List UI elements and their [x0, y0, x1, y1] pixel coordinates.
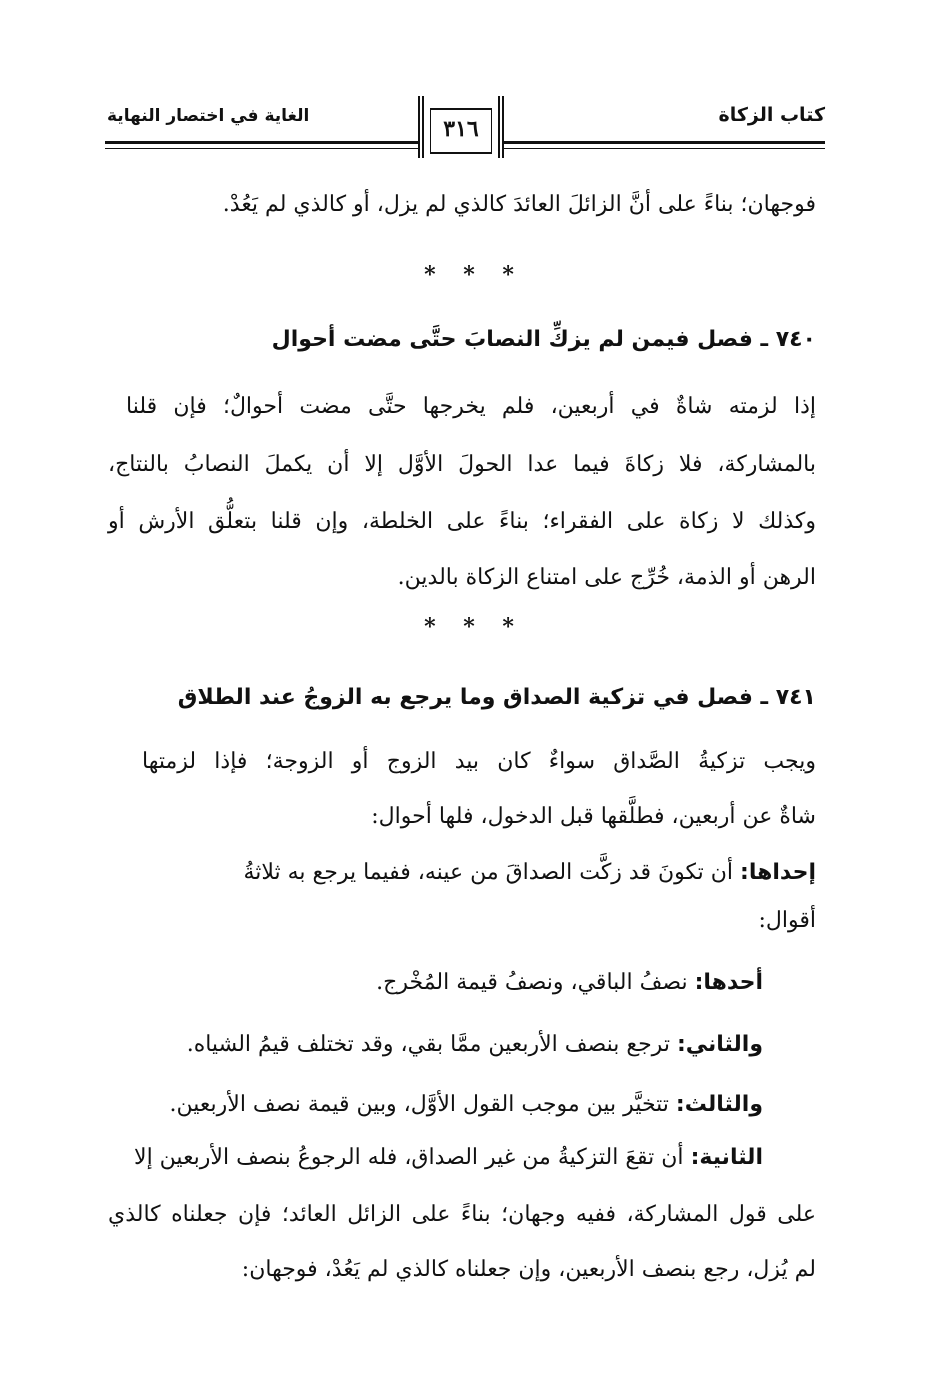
case-label: إحداها: — [740, 860, 816, 885]
case-label: الثانية: — [690, 1145, 763, 1170]
body-line: الرهن أو الذمة، خُرِّج على امتناع الزكاة بالدين. — [397, 565, 816, 590]
book-title: الغاية في اختصار النهاية — [107, 106, 310, 126]
body-line: بالمشاركة، فلا زكاةَ فيما عدا الحولَ الأوَّل إلا أن يكملَ النصابُ بالنتاج، — [108, 452, 816, 477]
body-line: وكذلك لا زكاة على الفقراء؛ بناءً على الخلطة، وإن قلنا بتعلُّق الأرش أو — [108, 509, 816, 534]
section-heading: ٧٤٠ ـ فصل فيمن لم يزكِّ النصابَ حتَّى مضت أحوال — [271, 327, 816, 352]
opinion-text: تتخيَّر بين موجب القول الأوَّل، وبين قيمة نصف الأربعين. — [169, 1092, 669, 1117]
body-line — [243, 858, 816, 888]
body-line — [134, 1143, 763, 1173]
body-line: على قول المشاركة، ففيه وجهان؛ بناءً على الزائل العائد؛ فإن جعلناه كالذي — [108, 1202, 817, 1227]
opinion-label: والثالث: — [675, 1092, 763, 1117]
body-line: لم يُزل، رجع بنصف الأربعين، وإن جعلناه كالذي لم يَعُدْ، فوجهان: — [241, 1257, 816, 1282]
case-text: أن تقعَ التزكيةُ من غير الصداق، فله الرجوعُ بنصف الأربعين إلا — [134, 1145, 684, 1170]
page-number-frame — [418, 96, 504, 158]
section-heading: ٧٤١ ـ فصل في تزكية الصداق وما يرجع به الزوجُ عند الطلاق — [177, 685, 816, 710]
opinion-label: والثاني: — [676, 1032, 763, 1057]
body-line: إذا لزمته شاةٌ في أربعين، فلم يخرجها حتَّى مضت أحوالٌ؛ فإن قلنا — [126, 394, 816, 419]
running-header — [105, 96, 825, 166]
body-line — [170, 1090, 763, 1120]
section-separator: * * * — [424, 262, 524, 288]
case-text: أن تكونَ قد زكَّت الصداقَ من عينه، ففيما يرجع به ثلاثةُ — [243, 860, 734, 885]
body-line: ويجب تزكيةُ الصَّداق سواءٌ كان بيد الزوج أو الزوجة؛ فإذا لزمتها — [142, 749, 816, 774]
opinion-text: ترجع بنصف الأربعين ممَّا بقي، وقد تختلف قيمُ الشياه. — [186, 1032, 670, 1057]
body-line — [376, 968, 763, 998]
body-line: فوجهان؛ بناءً على أنَّ الزائلَ العائدَ كالذي لم يزل، أو كالذي لم يَعُدْ. — [222, 192, 816, 217]
page-number: ٣١٦ — [443, 116, 479, 142]
opinion-label: أحدها: — [694, 970, 763, 995]
opinion-text: نصفُ الباقي، ونصفُ قيمة المُخْرج. — [376, 970, 688, 995]
body-line: شاةٌ عن أربعين، فطلَّقها قبل الدخول، فلها أحوال: — [371, 804, 816, 829]
body-line — [187, 1030, 763, 1060]
chapter-title: كتاب الزكاة — [718, 104, 825, 126]
section-separator: * * * — [424, 614, 524, 640]
body-line: أقوال: — [758, 908, 816, 933]
